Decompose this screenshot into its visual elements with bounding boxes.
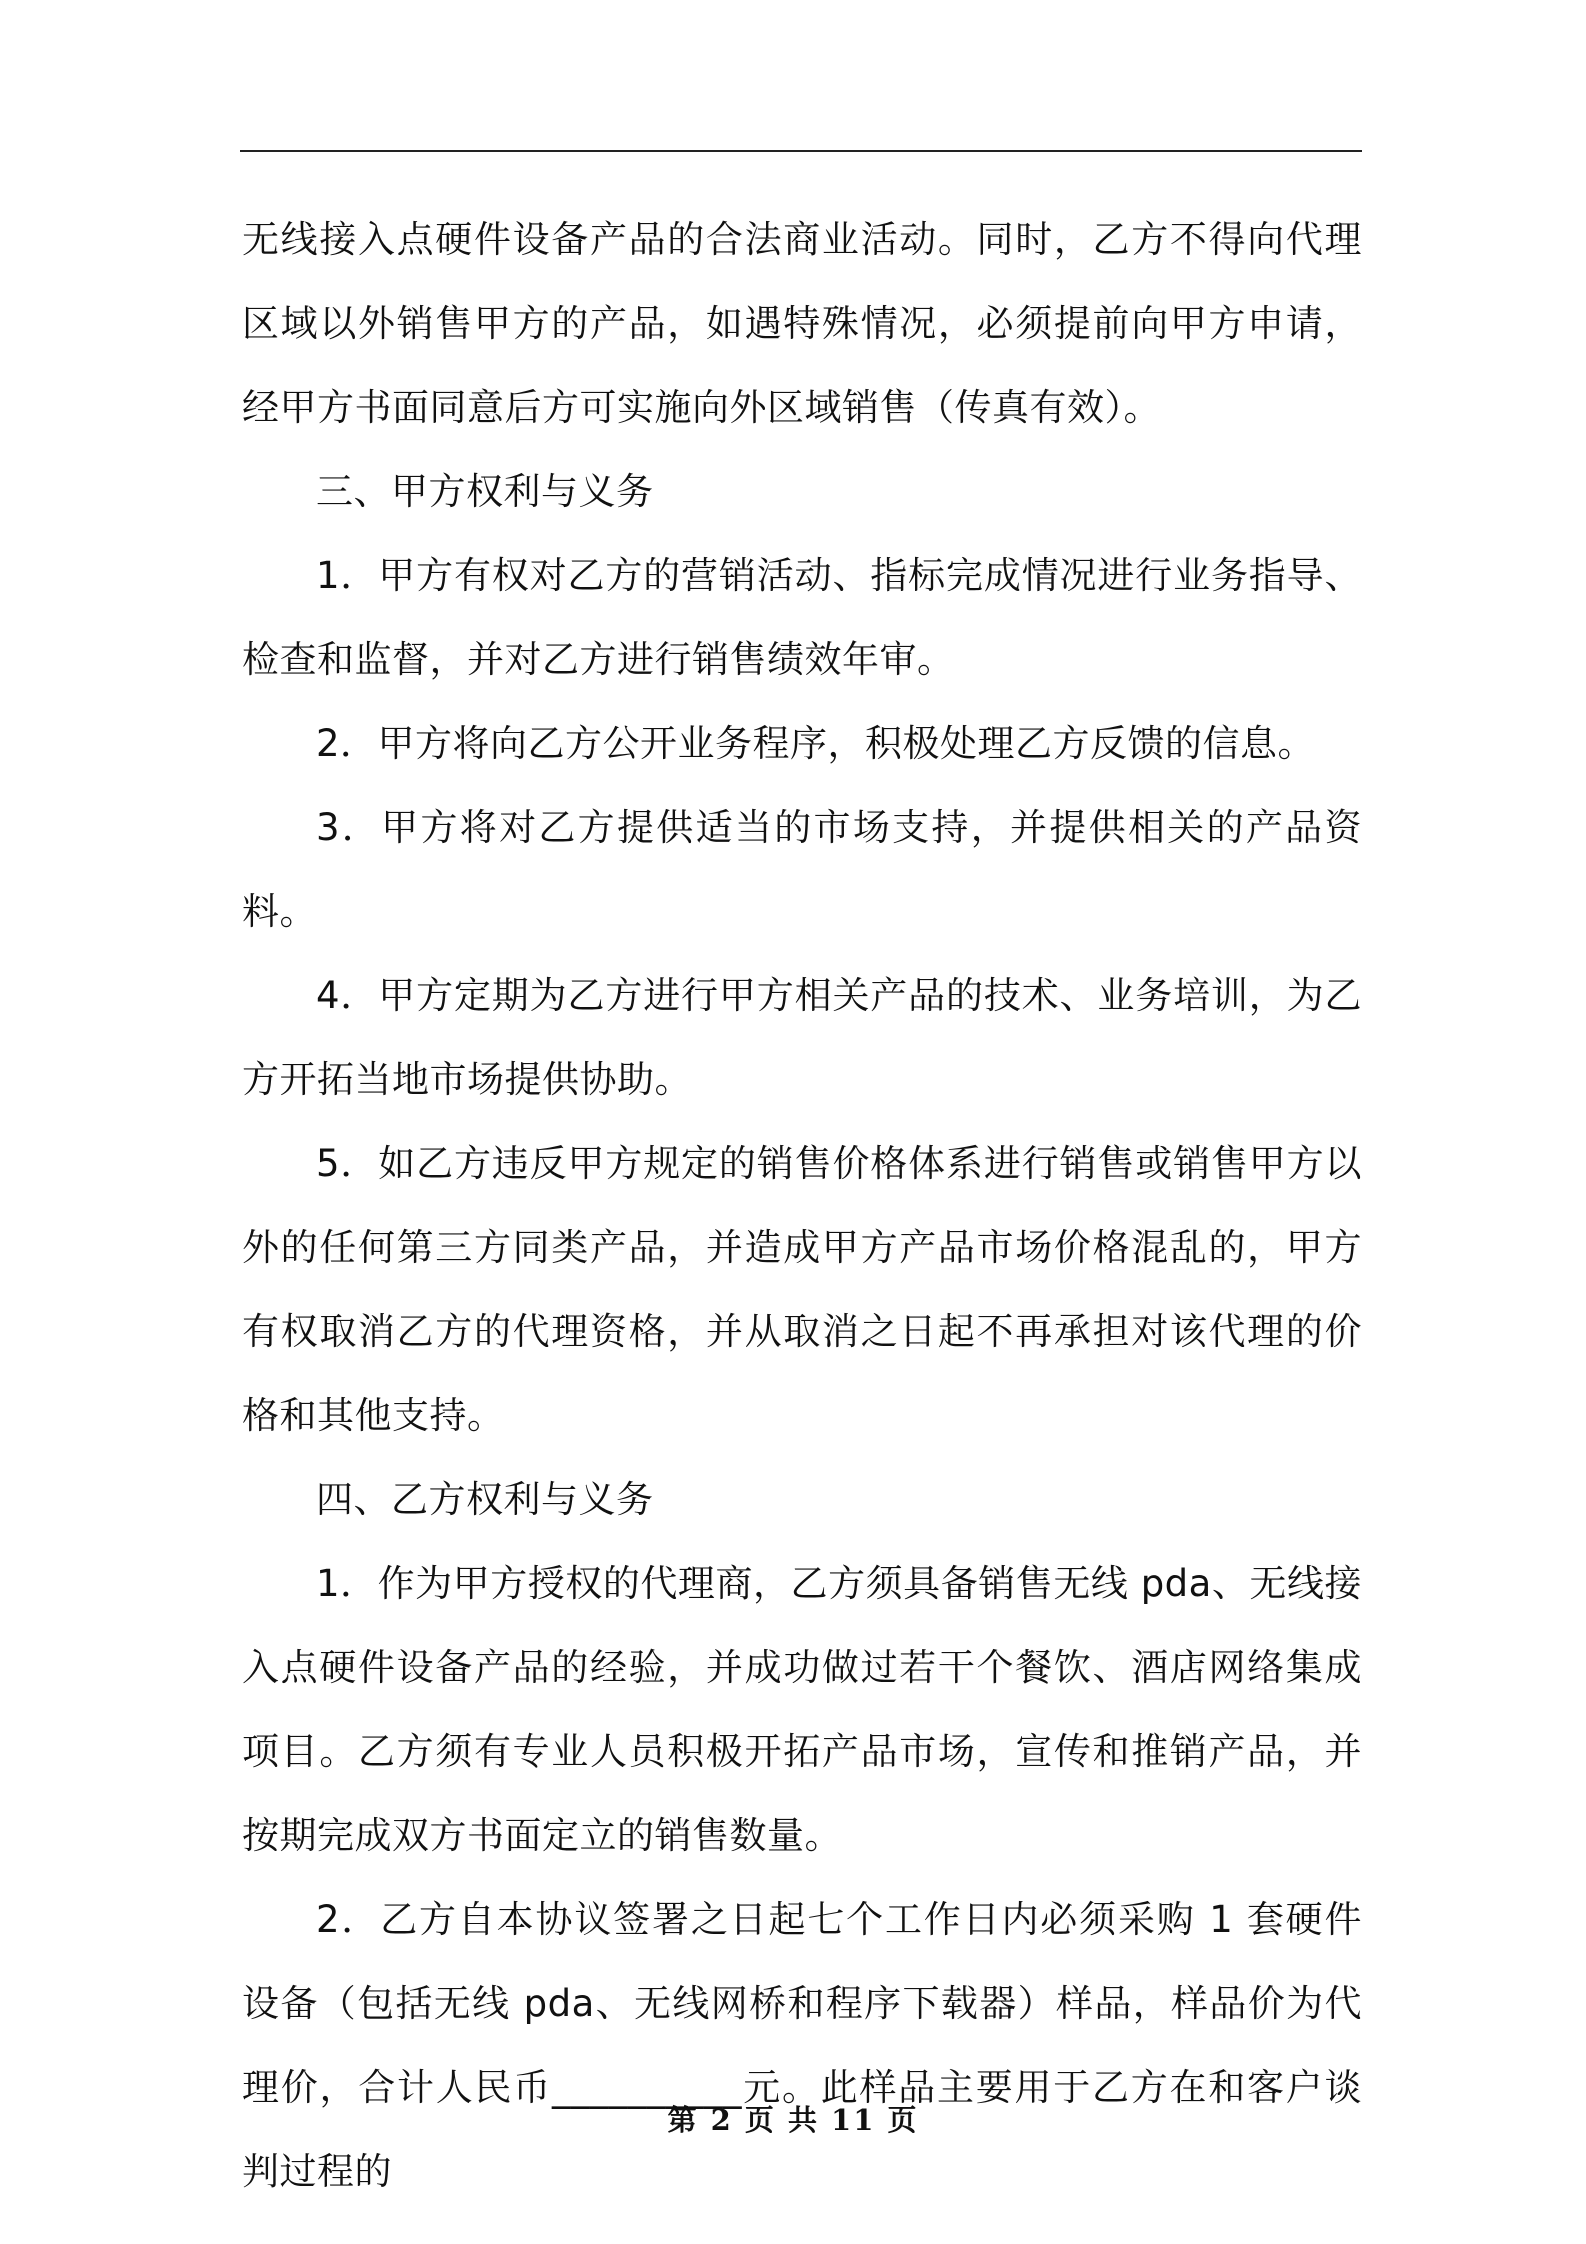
section-heading-party-a: 三、甲方权利与义务 [316,470,654,513]
clause-a-1: 1．甲方有权对乙方的营销活动、指标完成情况进行业务指导、检查和监督，并对乙方进行销售绩效年审。 [242,554,1362,681]
clause-a-3: 3．甲方将对乙方提供适当的市场支持，并提供相关的产品资料。 [242,806,1362,933]
header-rule [240,150,1362,152]
clause-a-5: 5．如乙方违反甲方规定的销售价格体系进行销售或销售甲方以外的任何第三方同类产品，并造成甲方产品市场价格混乱的，甲方有权取消乙方的代理资格，并从取消之日起不再承担对该代理的价格和其他支持。 [242,1142,1362,1437]
clause-b-1: 1．作为甲方授权的代理商，乙方须具备销售无线 pda、无线接入点硬件设备产品的经验，并成功做过若干个餐饮、酒店网络集成项目。乙方须有专业人员积极开拓产品市场，宣传和推销产品，并按期完成双方书面定立的销售数量。 [242,1562,1362,1857]
page-footer: 第 2 页 共 11 页 [667,2103,919,2137]
clause-b-2: 2．乙方自本协议签署之日起七个工作日内必须采购 1 套硬件设备（包括无线 pda、无线网桥和程序下载器）样品，样品价为代理价，合计人民币__________元。此样品主要用于乙方在和客户谈判过程的 [242,1898,1362,2193]
document-body [242,198,1362,2214]
clause-a-2: 2．甲方将向乙方公开业务程序，积极处理乙方反馈的信息。 [316,722,1316,765]
section-heading-party-b: 四、乙方权利与义务 [316,1478,654,1521]
clause-a-4: 4．甲方定期为乙方进行甲方相关产品的技术、业务培训，为乙方开拓当地市场提供协助。 [242,974,1362,1101]
paragraph-continuation: 无线接入点硬件设备产品的合法商业活动。同时，乙方不得向代理区域以外销售甲方的产品，如遇特殊情况，必须提前向甲方申请，经甲方书面同意后方可实施向外区域销售（传真有效）。 [242,218,1362,429]
